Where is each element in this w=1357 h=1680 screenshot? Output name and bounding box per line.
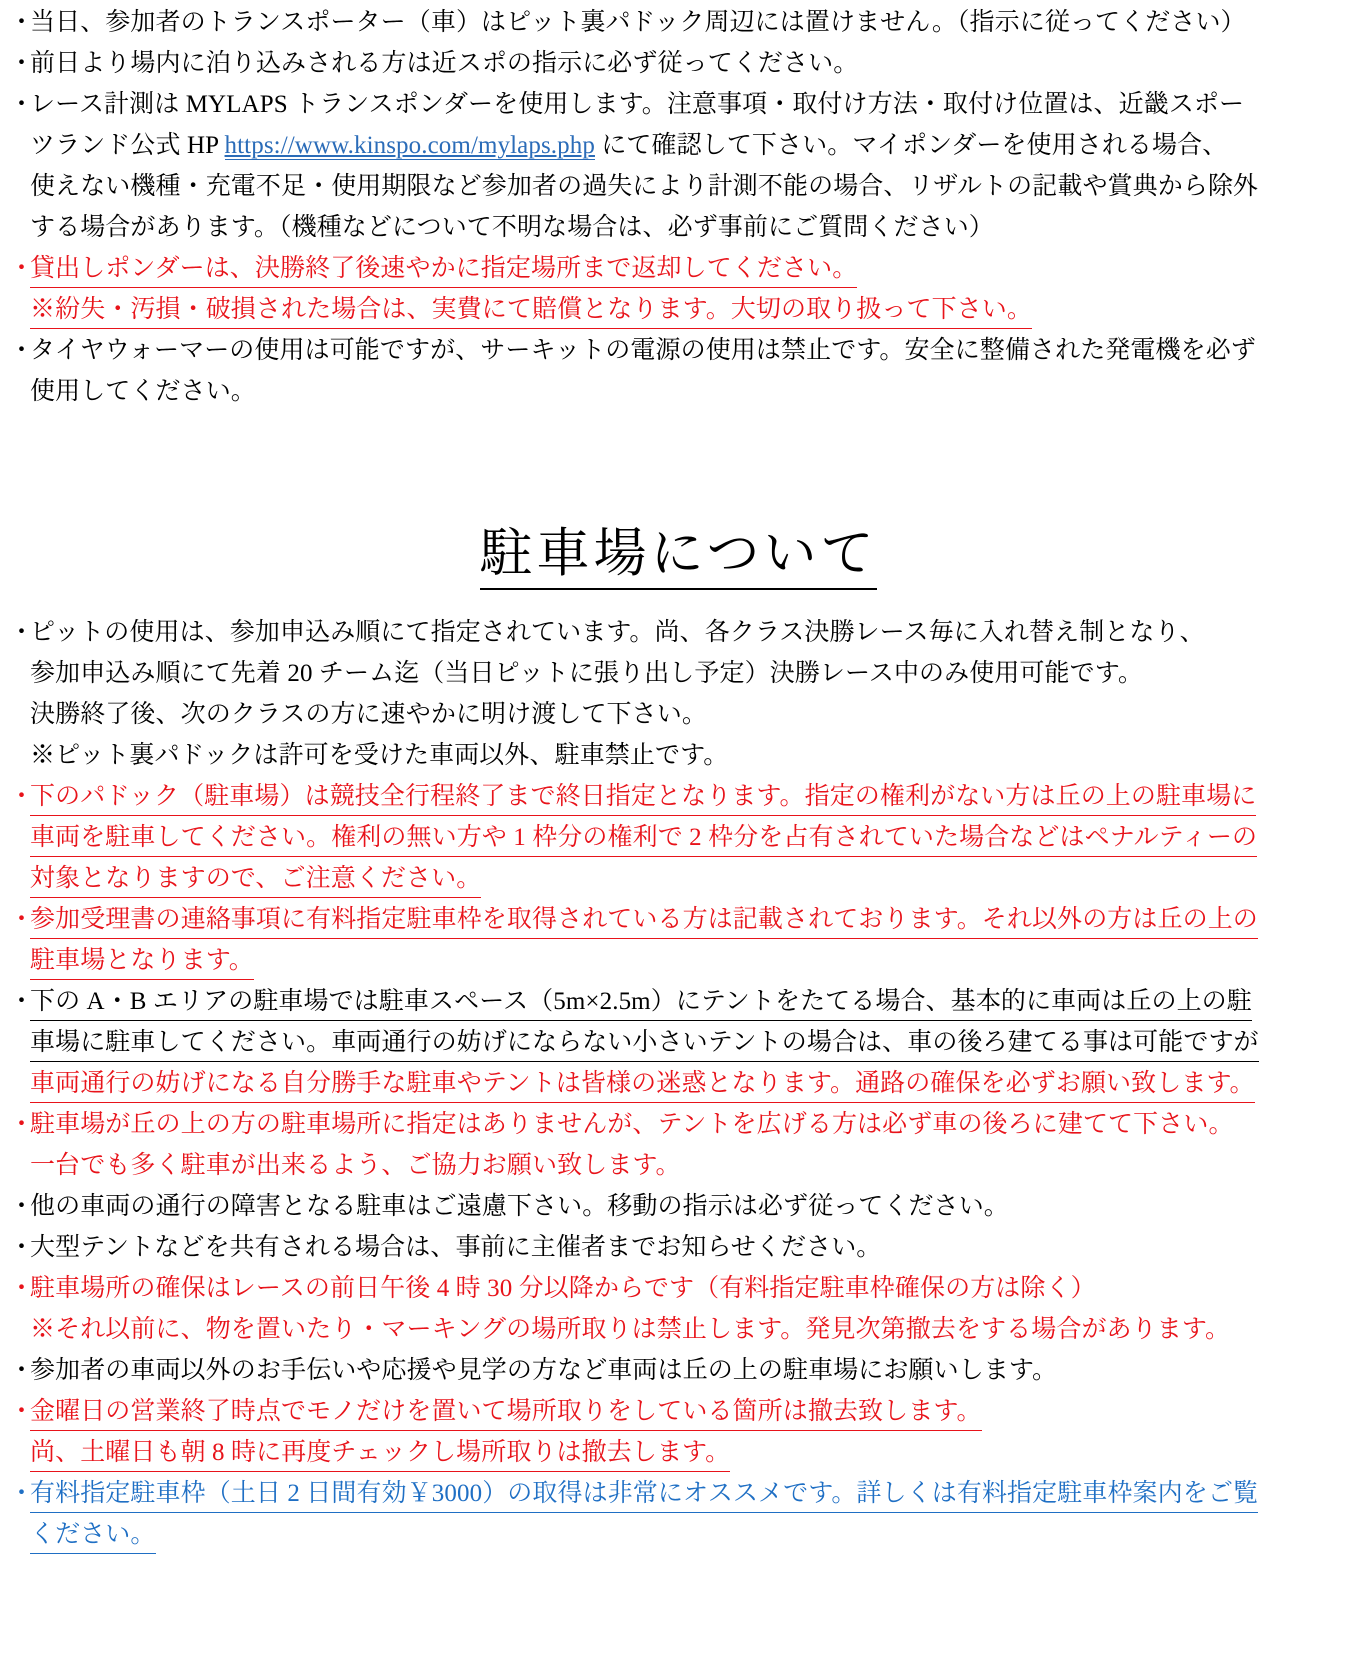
bullet-point-icon: ・ xyxy=(9,50,35,77)
list-item xyxy=(0,612,1357,776)
list-item xyxy=(0,2,1357,43)
bullet-line xyxy=(30,1063,1357,1104)
list-item xyxy=(0,1227,1357,1268)
bullet-line: 駐車場が丘の上の方の駐車場所に指定はありませんが、テントを広げる方は必ず車の後ろに建てて下さい。 xyxy=(30,1111,1234,1138)
bullet-line xyxy=(30,940,1357,981)
bullet-line: 一台でも多く駐車が出来るよう、ご協力お願い致します。 xyxy=(30,1152,681,1179)
text-after-link: にて確認して下さい。マイポンダーを使用される場合、 xyxy=(594,132,1228,159)
list-item xyxy=(0,1350,1357,1391)
list-item xyxy=(0,1268,1357,1350)
bullet-line xyxy=(30,1022,1357,1063)
bullet-line xyxy=(30,858,1357,899)
list-item xyxy=(0,1473,1357,1555)
underlined-text: 車両を駐車してください。権利の無い方や 1 枠分の権利で 2 枠分を占有されていた場合などはペナルティーの xyxy=(30,821,1257,857)
bullet-line: する場合があります。（機種などについて不明な場合は、必ず事前にご質問ください） xyxy=(30,214,994,241)
bullet-line: 他の車両の通行の障害となる駐車はご遠慮下さい。移動の指示は必ず従ってください。 xyxy=(30,1193,1009,1220)
bullet-line-with-link xyxy=(30,125,1357,166)
bullet-line: 決勝終了後、次のクラスの方に速やかに明け渡して下さい。 xyxy=(30,701,707,728)
bullet-line xyxy=(30,776,1357,817)
bullet-line: 使用してください。 xyxy=(30,378,256,405)
bullet-line xyxy=(30,981,1357,1022)
mylaps-link[interactable]: https://www.kinspo.com/mylaps.php xyxy=(224,132,595,159)
bullet-point-icon: ・ xyxy=(9,1234,35,1261)
underlined-text: 車場に駐車してください。車両通行の妨げにならない小さいテントの場合は、車の後ろ建てる事は可能ですが xyxy=(30,1026,1259,1062)
list-item xyxy=(0,776,1357,899)
bullet-point-icon: ・ xyxy=(9,619,35,646)
underlined-text: 下の A・B エリアの駐車場では駐車スペース（5m×2.5m）にテントをたてる場合、基本的に車両は丘の上の駐 xyxy=(30,985,1252,1021)
bullet-line xyxy=(30,1391,1357,1432)
underlined-text: 車両通行の妨げになる自分勝手な駐車やテントは皆様の迷惑となります。通路の確保を必ずお願い致します。 xyxy=(30,1067,1255,1103)
bullet-point-icon: ・ xyxy=(9,1111,35,1138)
bullet-line: ※それ以前に、物を置いたり・マーキングの場所取りは禁止します。発見次第撤去をする場合があります。 xyxy=(30,1316,1231,1343)
underlined-text: 有料指定駐車枠（土日 2 日間有効￥3000）の取得は非常にオススメです。詳しくは有料指定駐車枠案内をご覧 xyxy=(30,1477,1258,1513)
bullet-line xyxy=(30,289,1357,330)
bullet-line: 当日、参加者のトランスポーター（車）はピット裏パドック周辺には置けません。（指示に従ってください） xyxy=(30,9,1246,36)
list-item xyxy=(0,43,1357,84)
bullet-line xyxy=(30,1432,1357,1473)
list-item xyxy=(0,899,1357,981)
bullet-line: 駐車場所の確保はレースの前日午後 4 時 30 分以降からです（有料指定駐車枠確保の方は除く） xyxy=(30,1275,1096,1302)
bullet-line: タイヤウォーマーの使用は可能ですが、サーキットの電源の使用は禁止です。安全に整備された発電機を必ず xyxy=(30,337,1256,364)
bullet-point-icon: ・ xyxy=(9,255,35,282)
bullet-line xyxy=(30,248,1357,289)
transponder-rules-section xyxy=(0,2,1357,412)
underlined-text: 駐車場となります。 xyxy=(30,944,254,980)
bullet-line: 参加者の車両以外のお手伝いや応援や見学の方など車両は丘の上の駐車場にお願いします。 xyxy=(30,1357,1058,1384)
bullet-line: 大型テントなどを共有される場合は、事前に主催者までお知らせください。 xyxy=(30,1234,882,1261)
bullet-point-icon: ・ xyxy=(9,1480,35,1507)
bullet-line: ※ピット裏パドックは許可を受けた車両以外、駐車禁止です。 xyxy=(30,742,729,769)
underlined-text: 参加受理書の連絡事項に有料指定駐車枠を取得されている方は記載されております。それ以外の方は丘の上の xyxy=(30,903,1258,939)
page-title: 駐車場について xyxy=(480,524,878,590)
bullet-line xyxy=(30,1473,1357,1514)
bullet-point-icon: ・ xyxy=(9,1275,35,1302)
bullet-line xyxy=(30,817,1357,858)
parking-bullet-list xyxy=(0,612,1357,1555)
bullet-line: 前日より場内に泊り込みされる方は近スポの指示に必ず従ってください。 xyxy=(30,50,859,77)
underlined-text: ※紛失・汚損・破損された場合は、実費にて賠償となります。大切の取り扱って下さい。 xyxy=(30,293,1032,329)
transponder-bullet-list xyxy=(0,2,1357,412)
bullet-point-icon: ・ xyxy=(9,988,35,1015)
bullet-point-icon: ・ xyxy=(9,1398,35,1425)
list-item xyxy=(0,1104,1357,1186)
underlined-text: 尚、土曜日も朝 8 時に再度チェックし場所取りは撤去します。 xyxy=(30,1436,730,1472)
section-heading-wrapper xyxy=(0,488,1357,625)
underlined-text: ください。 xyxy=(30,1518,156,1554)
list-item xyxy=(0,1391,1357,1473)
list-item xyxy=(0,248,1357,330)
list-item xyxy=(0,84,1357,248)
bullet-line xyxy=(30,899,1357,940)
bullet-line: レース計測は MYLAPS トランスポンダーを使用します。注意事項・取付け方法・取付け位置は、近畿スポー xyxy=(30,91,1245,118)
bullet-point-icon: ・ xyxy=(9,906,35,933)
bullet-line: 使えない機種・充電不足・使用期限など参加者の過失により計測不能の場合、リザルトの記載や賞典から除外 xyxy=(30,173,1259,200)
parking-rules-section xyxy=(0,612,1357,1555)
underlined-text: 金曜日の営業終了時点でモノだけを置いて場所取りをしている箇所は撤去致します。 xyxy=(30,1395,982,1431)
bullet-point-icon: ・ xyxy=(9,337,35,364)
bullet-point-icon: ・ xyxy=(9,1193,35,1220)
underlined-text: 対象となりますので、ご注意ください。 xyxy=(30,862,481,898)
bullet-point-icon: ・ xyxy=(9,783,35,810)
bullet-point-icon: ・ xyxy=(9,1357,35,1384)
bullet-line xyxy=(30,1514,1357,1555)
text-before-link: ツランド公式 HP xyxy=(30,132,225,159)
bullet-line: ピットの使用は、参加申込み順にて指定されています。尚、各クラス決勝レース毎に入れ替え制となり、 xyxy=(30,619,1205,646)
bullet-point-icon: ・ xyxy=(9,9,35,36)
list-item xyxy=(0,330,1357,412)
list-item xyxy=(0,1186,1357,1227)
underlined-text: 下のパドック（駐車場）は競技全行程終了まで終日指定となります。指定の権利がない方は丘の上の駐車場に xyxy=(30,780,1256,816)
list-item xyxy=(0,981,1357,1104)
bullet-point-icon: ・ xyxy=(9,91,35,118)
bullet-line: 参加申込み順にて先着 20 チーム迄（当日ピットに張り出し予定）決勝レース中のみ使用可能です。 xyxy=(30,660,1143,687)
underlined-text: 貸出しポンダーは、決勝終了後速やかに指定場所まで返却してください。 xyxy=(30,252,857,288)
